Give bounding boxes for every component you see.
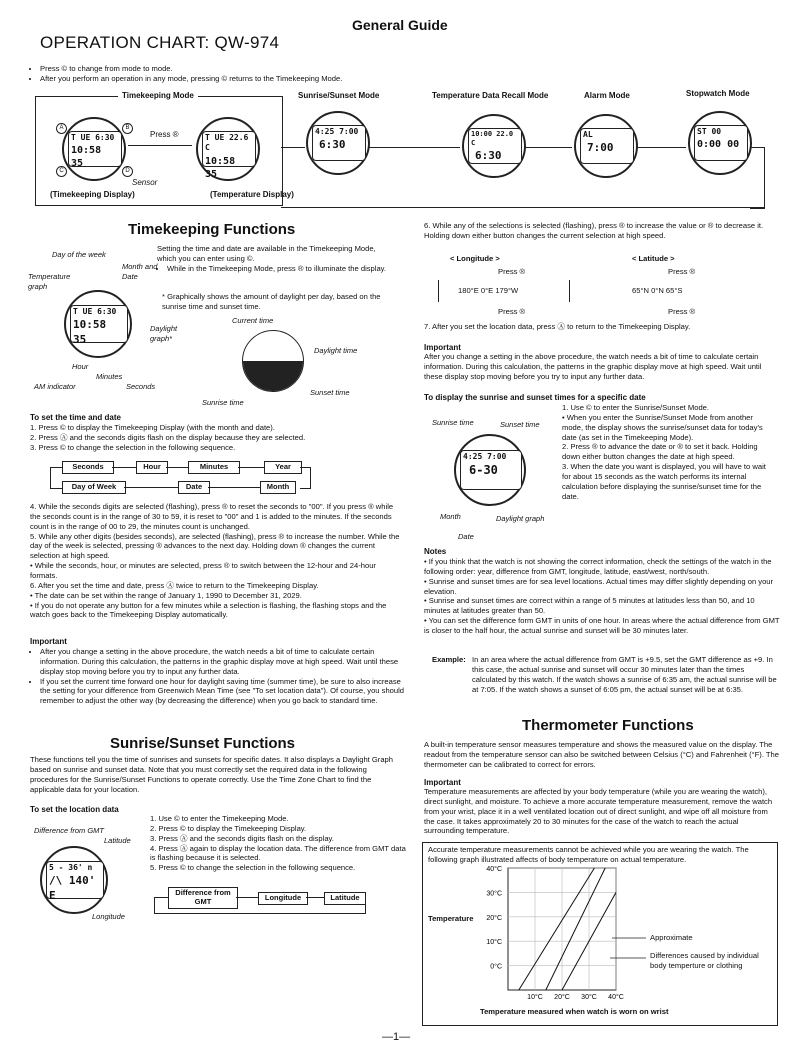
chart-x-tick-label: 40°C: [608, 994, 624, 1001]
chart-xlabel: Temperature measured when watch is worn on wrist: [480, 1007, 669, 1016]
right-important: After you change a setting in the above procedure, the watch needs a bit of time to calculate certain information. During this calculation, the patterns in the graphic display move at high speed. Wait until these display stop moving before you try to input any further data.: [424, 352, 762, 381]
watch-display-top: 5 - 36' n: [49, 863, 93, 872]
timekeeping-title: Timekeeping Functions: [128, 221, 296, 238]
watch-display-bottom: 10:58 35: [73, 318, 107, 346]
timekeeping-display-caption: (Timekeeping Display): [50, 190, 135, 199]
thermo-box-text: Accurate temperature measurements cannot be achieved while you are wearing the watch. The following graph illustrated affects of body temperature on actual temperature.: [428, 845, 749, 864]
press-d-longitude: Press ®: [498, 267, 526, 276]
watch-display-top: 4:25 7:00: [315, 127, 359, 136]
chart-ylabel: Temperature: [428, 914, 474, 923]
button-b: B: [122, 123, 133, 134]
chart-y-tick-label: 40°C: [486, 866, 502, 873]
location-step: 2. Press © to display the Timekeeping Display.: [150, 823, 307, 833]
longitude-seq: 180°E 0°E 179°W: [458, 286, 519, 295]
intro-bullet: • While in the Timekeeping Mode, press ® to illuminate the display.: [167, 264, 407, 274]
step-item: • While the seconds, hour, or minutes are selected, press ® to switch between the 12-hour and 24-hour formats.: [30, 561, 376, 581]
example-label: Example:: [432, 655, 466, 664]
watch-display-bottom: 10:58 35: [71, 145, 102, 170]
sunrise-intro: These functions tell you the time of sunrises and sunsets for specific dates. It also displays a Daylight Graph based on sunrise and sunset data. Note that you must correctly set the required data in the following procedures for the Sunrise/Sunset Functions to operate correctly. Use the Time Zone Chart to find the applicable data for your location.: [30, 755, 393, 794]
location-data-title: To set the location data: [30, 805, 119, 814]
latitude-heading: < Latitude >: [632, 254, 675, 263]
thermometer-intro: A built-in temperature sensor measures temperature and shows the measured value on the display. The readout from the temperature sensor can also be switched between Celsius (°C) and Fahrenheit (°F). The thermometer can be calibrated to correct for errors.: [424, 740, 779, 769]
display-sunset-label: Sunset time: [500, 420, 540, 429]
display-step: 1. Use © to enter the Sunrise/Sunset Mode.: [562, 403, 710, 412]
seq-gmt: Difference from GMT: [168, 887, 238, 909]
display-step: 2. Press ® to advance the date or ® to set it back. Holding down either button changes the date at high speed.: [562, 442, 758, 462]
watch-display-bottom: 6:30: [319, 138, 346, 152]
chart-y-tick-label: 20°C: [486, 914, 502, 922]
thermo-important-title: Important: [424, 778, 461, 787]
seq-minutes: Minutes: [188, 461, 240, 474]
display-daylight-label: Daylight graph: [496, 514, 545, 523]
sunrise-mode-label: Sunrise/Sunset Mode: [298, 91, 380, 100]
location-step: 1. Use © to enter the Timekeeping Mode.: [150, 814, 289, 823]
watch-display-bottom: 6-30: [469, 463, 498, 478]
watch-display-top: T UE 6:30: [71, 133, 115, 142]
sunrise-time-label: Sunrise time: [202, 398, 244, 407]
note-item: • You can set the difference form GMT in units of one hour. In areas where the actual difference from GMT is closer to the half hour, the actual sunrise and sunset will be 30 minutes later.: [424, 616, 780, 636]
minutes-label: Minutes: [96, 372, 123, 381]
set-step: 3. Press © to change the selection in the following sequence.: [30, 442, 236, 452]
timekeeping-mode-label: Timekeeping Mode: [118, 91, 198, 101]
day-of-week-label: Day of the week: [52, 250, 106, 259]
step-item: 6. After you set the time and date, press Ⓐ twice to return to the Timekeeping Display.: [30, 580, 319, 590]
button-d: D: [122, 166, 133, 177]
example-text: In an area where the actual difference from GMT is +9.5, set the GMT difference as +9. In this case, the actual sunrise and sunset will occur 30 minutes later than the times calculated by this watch. If the watch shows a sunrise of 6:35 am, the actual sunrise will be at 7:05. If the watch shows a sunset of 6:05 pm, the actual sunset will be at 6:35.: [472, 655, 777, 694]
chart-series-line: [519, 868, 595, 990]
important-item: • After you change a setting in the above procedure, the watch needs a bit of time to calculate certain information. During this calculation, the patterns in the graphic display move at high speed. Wait until these display stop moving before you try to input any further data.: [40, 647, 408, 677]
seconds-label: Seconds: [126, 382, 156, 391]
display-date-label: Date: [458, 532, 474, 541]
hour-label: Hour: [72, 362, 89, 371]
chart-y-tick-label: 0°C: [490, 963, 502, 971]
timekeeping-intro: Setting the time and date are available in the Timekeeping Mode, which you can enter using ©.: [157, 244, 376, 263]
seq-day-of-week: Day of Week: [62, 481, 126, 494]
seq-month: Month: [260, 481, 296, 494]
header-bullet: • After you perform an operation in any mode, pressing © returns to the Timekeeping Mode.: [40, 74, 540, 84]
header-bullet: • Press © to change from mode to mode.: [40, 64, 540, 74]
button-a: A: [56, 123, 67, 134]
chart-y-tick-label: 30°C: [486, 890, 502, 898]
location-step: 3. Press Ⓐ and the seconds digits flash on the display.: [150, 833, 334, 843]
watch-display-bottom: 10:58 35: [205, 155, 236, 180]
press-b-label: Press ®: [150, 130, 179, 139]
daylight-graph-label: Daylight graph*: [150, 324, 178, 343]
step-7: 7. After you set the location data, press Ⓐ to return to the Timekeeping Display.: [424, 322, 691, 331]
watch-display-top: T UE 22.6 C: [205, 133, 249, 153]
step-6: 6. While any of the selections is selected (flashing), press ® to increase the value or ® to decrease it. Holding down either button changes the current selection at high speed.: [424, 221, 764, 240]
sunrise-title: Sunrise/Sunset Functions: [110, 735, 296, 752]
longitude-label: Longitude: [92, 912, 125, 921]
watch-display-top: AL: [583, 130, 593, 139]
note-item: • Sunrise and sunset times are correct within a range of 5 minutes at latitudes less than 50, and 10 minutes at latitudes greater than 50.: [424, 596, 755, 616]
notes-title: Notes: [424, 547, 447, 556]
sunset-time-label: Sunset time: [310, 388, 350, 397]
important-title: Important: [30, 637, 67, 646]
set-step: 1. Press © to display the Timekeeping Display (with the month and date).: [30, 423, 275, 432]
seq-seconds: Seconds: [62, 461, 114, 474]
press-b-longitude: Press ®: [498, 307, 526, 316]
alarm-mode-label: Alarm Mode: [584, 91, 630, 100]
daylight-time-label: Daylight time: [314, 346, 358, 355]
step-item: • If you do not operate any button for a few minutes while a selection is flashing, the flashing stops and the watch goes back to the Timekeeping Display automatically.: [30, 600, 387, 620]
seq-hour: Hour: [136, 461, 168, 474]
page-title: OPERATION CHART: QW-974: [40, 33, 280, 52]
month-date-label: Month and Date: [122, 262, 158, 281]
temperature-display-caption: (Temperature Display): [210, 190, 294, 199]
set-time-title: To set the time and date: [30, 413, 121, 422]
sensor-label: Sensor: [132, 178, 158, 187]
location-step: 4. Press Ⓐ again to display the location data. The difference from GMT data is flashing because it is selected.: [150, 843, 406, 863]
watch-display-top: 4:25 7:00: [463, 452, 507, 461]
set-step: 2. Press Ⓐ and the seconds digits flash on the display because they are selected.: [30, 432, 306, 442]
seq-latitude: Latitude: [324, 892, 366, 905]
chart-x-tick-label: 20°C: [554, 994, 570, 1001]
stopwatch-mode-label: Stopwatch Mode: [686, 89, 750, 98]
chart-x-tick-label: 30°C: [581, 994, 597, 1001]
legend-differences: Differences caused by individual body temperture or clothing: [650, 951, 759, 970]
current-time-label: Current time: [232, 316, 274, 325]
seq-longitude: Longitude: [258, 892, 308, 905]
display-sunrise-label: Sunrise time: [432, 418, 474, 427]
press-b-latitude: Press ®: [668, 307, 696, 316]
latitude-seq: 65°N 0°N 65°S: [632, 286, 683, 295]
display-step: 3. When the date you want is displayed, you will have to wait for about 15 seconds as the watch performs its internal calculation before displaying the sunrise/sunset time for the date.: [562, 462, 766, 501]
note-item: • If you think that the watch is not showing the correct information, check the settings of the watch in the following order: year, difference from GMT, longitude, latitude, east/west, north/south.: [424, 557, 772, 576]
right-important-title: Important: [424, 343, 461, 352]
thermo-important: Temperature measurements are affected by your body temperature (while you are wearing the watch), direct sunlight, and moisture. To achieve a more accurate temperature measurement, remove the watch from your wrist, place it in a well ventilated location out of direct sunlight, and wipe off all moisture from the case. It takes approximately 20 to 30 minutes for the case of the watch to reach the actual surrounding temperature.: [424, 787, 773, 836]
button-c: C: [56, 166, 67, 177]
chart-y-tick-label: 10°C: [486, 939, 502, 947]
gmt-label: Difference from GMT: [34, 826, 105, 835]
watch-display-bottom: 6:30: [475, 149, 502, 163]
watch-display-bottom: 7:00: [587, 141, 614, 155]
display-month-label: Month: [440, 512, 461, 521]
timekeeping-footnote: * Graphically shows the amount of daylight per day, based on the sunrise time and sunset time.: [162, 292, 381, 311]
seq-year: Year: [264, 461, 302, 474]
chart-x-tick-label: 10°C: [527, 994, 543, 1001]
seq-date: Date: [178, 481, 210, 494]
temp-recall-mode-label: Temperature Data Recall Mode: [432, 91, 549, 100]
watch-display-bottom: 0:00 00: [697, 139, 740, 151]
step-item: 5. While any other digits (besides seconds), are selected (flashing), press ® to increase the number. While the day of the week is selected, pressing ® advances to the next day. Holding down ® changes the current selection at high speed.: [30, 531, 400, 561]
legend-approximate: Approximate: [650, 933, 693, 942]
watch-display-top: T UE 6:30: [73, 307, 117, 316]
display-sunrise-title: To display the sunrise and sunset times for a specific date: [424, 393, 646, 402]
step-item: • The date can be set within the range of January 1, 1990 to December 31, 2029.: [30, 590, 302, 600]
important-item: • If you set the current time forward one hour for daylight saving time (summer time), be sure to also increase the setting for your difference from Greenwich Mean Time (see "To set location data"). Of course, you should remember to adjust the other way (by decreasing the difference) when you go back to standard time.: [40, 677, 408, 707]
page-number: —1—: [382, 1031, 411, 1043]
general-guide-heading: General Guide: [352, 17, 448, 33]
temperature-graph-label: Temperature graph: [28, 272, 71, 291]
am-indicator-label: AM indicator: [34, 382, 76, 391]
display-step: • When you enter the Sunrise/Sunset Mode from another mode, the display shows the sunrise/sunset data for today's date (as set in the Timekeeping Mode).: [562, 412, 763, 442]
location-step: 5. Press © to change the selection in the following sequence.: [150, 863, 356, 873]
step-item: 4. While the seconds digits are selected (flashing), press ® to reset the seconds to "00". If you press ® while the seconds count is in the range of 30 to 59, it is reset to "00" and 1 is added to the minutes. If the seconds count is in the range of 00 to 29, the minutes count is unchanged.: [30, 502, 394, 531]
latitude-label: Latitude: [104, 836, 131, 845]
watch-display-top: 10:00 22.0 C: [471, 130, 514, 148]
longitude-heading: < Longitude >: [450, 254, 500, 263]
thermometer-title: Thermometer Functions: [522, 717, 694, 734]
watch-display-top: ST 00: [697, 127, 722, 136]
note-item: • Sunrise and sunset times are for sea level locations. Actual times may differ slightly depending on your elevation.: [424, 576, 774, 596]
watch-display-bottom: /\ 140' E: [49, 874, 96, 902]
press-d-latitude: Press ®: [668, 267, 696, 276]
